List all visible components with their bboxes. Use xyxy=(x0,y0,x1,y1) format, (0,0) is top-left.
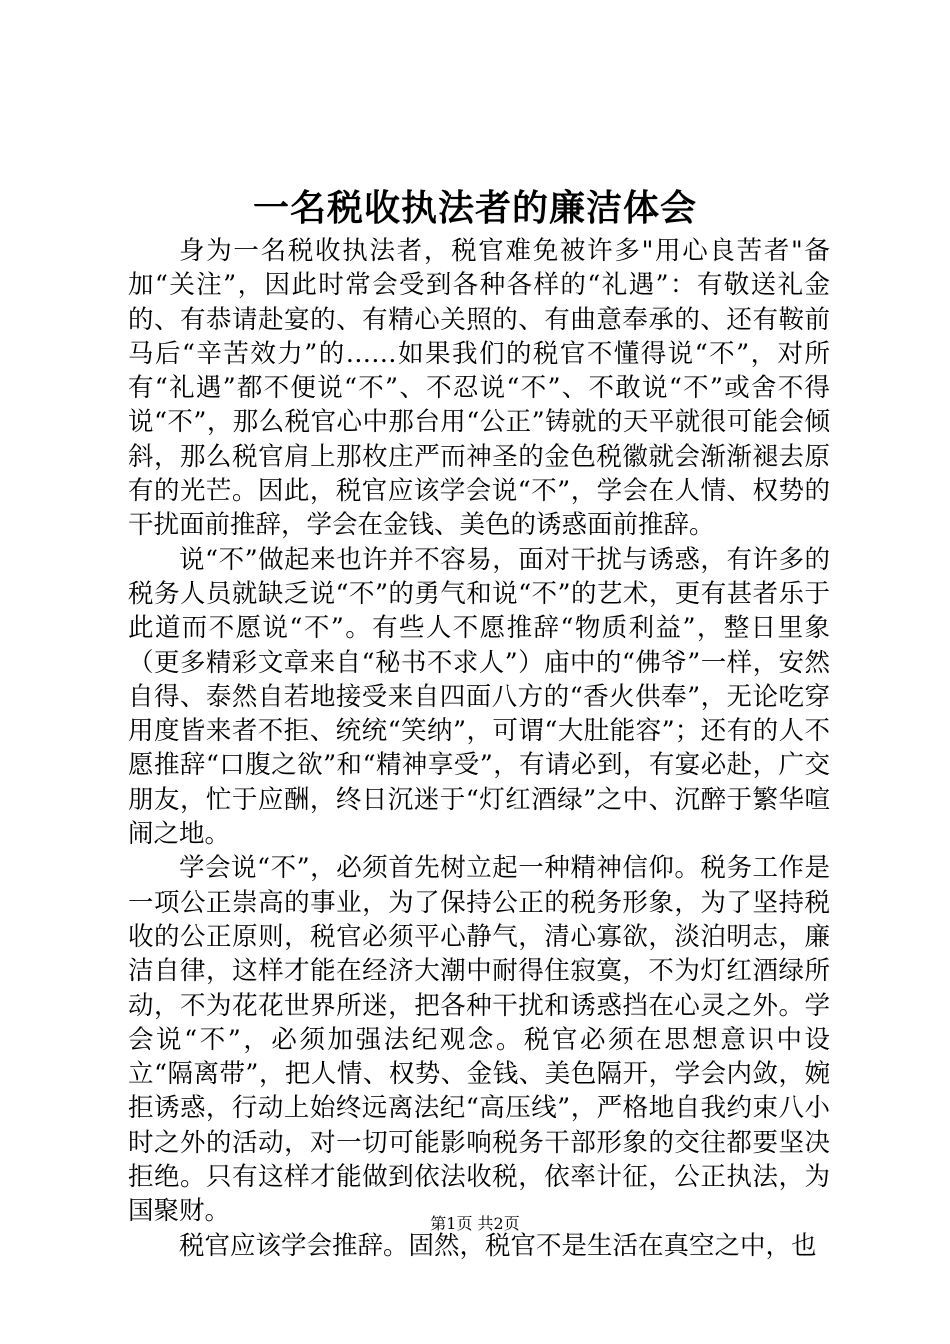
document-title: 一名税收执法者的廉洁体会 xyxy=(252,187,697,229)
paragraph-1: 身为一名税收执法者，税官难免被许多"用心良苦者"备加“关注”，因此时常会受到各种各样的“礼遇”：有敬送礼金的、有恭请赴宴的、有精心关照的、有曲意奉承的、还有鞍前马后“辛苦效力”的……如果我们的税官不懂得说“不”，对所有“礼遇”都不便说“不”、不忍说“不”、不敢说“不”或舍不得说“不”，那么税官心中那台用“公正”铸就的天平就很可能会倾斜，那么税官肩上那枚庄严而神圣的金色税徽就会渐渐褪去原有的光芒。因此，税官应该学会说“不”，学会在人情、权势的干扰面前推辞，学会在金钱、美色的诱惑面前推辞。 xyxy=(128,236,830,541)
paragraph-2: 说“不”做起来也许并不容易，面对干扰与诱惑，有许多的税务人员就缺乏说“不”的勇气和说“不”的艺术，更有甚者乐于此道而不愿说“不”。有些人不愿推辞“物质利益”，整日里象（更多精彩文章来自“秘书不求人”）庙中的“佛爷”一样，安然自得、泰然自若地接受来自四面八方的“香火供奉”，无论吃穿用度皆来者不拒、统统“笑纳”，可谓“大肚能容”；还有的人不愿推辞“口腹之欲”和“精神享受”，有请必到，有宴必赴，广交朋友，忙于应酬，终日沉迷于“灯红酒绿”之中、沉醉于繁华喧闹之地。 xyxy=(128,544,830,850)
document-body xyxy=(128,234,830,1263)
page-footer: 第1页 共2页 xyxy=(430,1214,520,1233)
paragraph-4: 税官应该学会推辞。固然，税官不是生活在真空之中，也 xyxy=(179,1230,817,1261)
paragraph-3: 学会说“不”，必须首先树立起一种精神信仰。税务工作是一项公正崇高的事业，为了保持公正的税务形象，为了坚持税收的公正原则，税官必须平心静气，清心寡欲，淡泊明志，廉洁自律，这样才能在经济大潮中耐得住寂寞，不为灯红酒绿所动，不为花花世界所迷，把各种干扰和诱惑挡在心灵之外。学会说“不”，必须加强法纪观念。税官必须在思想意识中设立“隔离带”，把人情、权势、金钱、美色隔开，学会内敛，婉拒诱惑，行动上始终远离法纪“高压线”，严格地自我约束八小时之外的活动，对一切可能影响税务干部形象的交往都要坚决拒绝。只有这样才能做到依法收税，依率计征，公正执法，为国聚财。 xyxy=(128,853,830,1227)
